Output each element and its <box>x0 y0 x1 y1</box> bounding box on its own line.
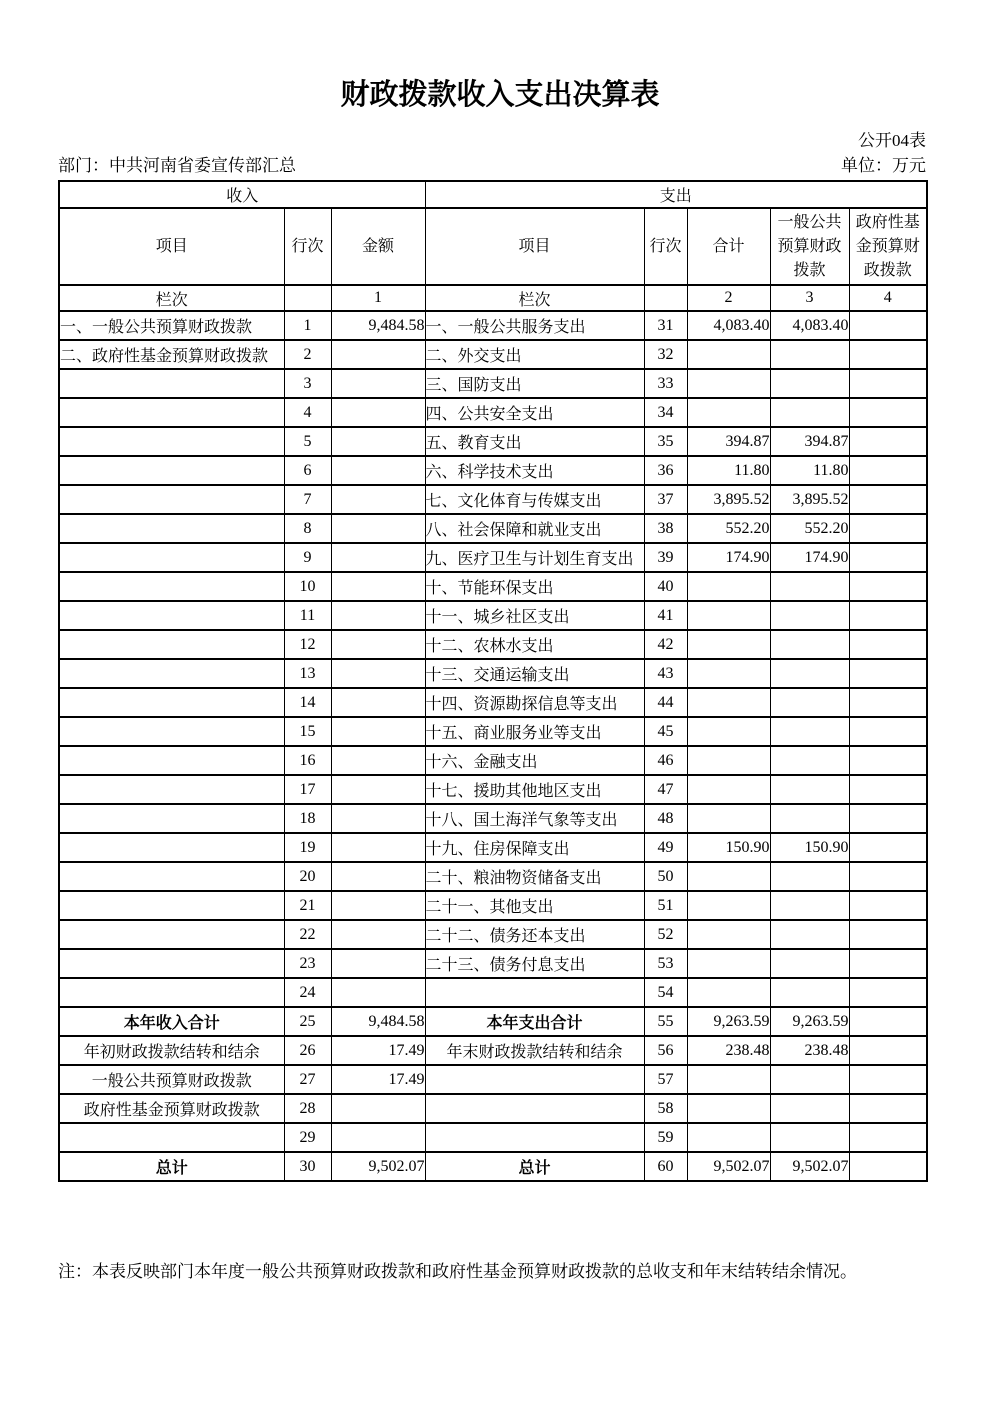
expense-line-cell: 53 <box>644 949 687 978</box>
table-row <box>59 369 927 398</box>
index-income-line <box>284 285 331 311</box>
index-expense-total: 2 <box>687 285 770 311</box>
expense-item-cell: 二十三、债务付息支出 <box>425 949 644 978</box>
table-row <box>59 572 927 601</box>
expense-item-cell <box>425 1094 644 1123</box>
income-item-cell <box>59 775 284 804</box>
expense-fund-cell <box>849 427 927 456</box>
expense-line-cell: 54 <box>644 978 687 1007</box>
expense-fund-cell <box>849 949 927 978</box>
col-header-expense-line: 行次 <box>644 208 687 285</box>
expense-item-cell: 十、节能环保支出 <box>425 572 644 601</box>
expense-total-cell <box>687 1094 770 1123</box>
expense-fund-cell <box>849 398 927 427</box>
table-row <box>59 1123 927 1152</box>
expense-total-cell <box>687 659 770 688</box>
expense-general-cell: 11.80 <box>770 456 849 485</box>
income-amount-cell <box>331 717 425 746</box>
income-item-cell <box>59 1123 284 1152</box>
income-line-cell: 1 <box>284 311 331 340</box>
table-row <box>59 340 927 369</box>
income-amount-cell <box>331 1123 425 1152</box>
col-header-income-item: 项目 <box>59 208 284 285</box>
expense-line-cell: 59 <box>644 1123 687 1152</box>
expense-item-cell: 十八、国土海洋气象等支出 <box>425 804 644 833</box>
expense-fund-cell <box>849 978 927 1007</box>
income-line-cell: 21 <box>284 891 331 920</box>
income-line-cell: 10 <box>284 572 331 601</box>
expense-total-cell <box>687 717 770 746</box>
index-expense-line <box>644 285 687 311</box>
table-row <box>59 601 927 630</box>
expense-fund-cell <box>849 862 927 891</box>
income-line-cell: 18 <box>284 804 331 833</box>
income-amount-cell <box>331 543 425 572</box>
expense-total-cell <box>687 949 770 978</box>
expense-general-cell: 238.48 <box>770 1036 849 1065</box>
col-header-expense-total: 合计 <box>687 208 770 285</box>
income-amount-cell: 17.49 <box>331 1036 425 1065</box>
income-line-cell: 29 <box>284 1123 331 1152</box>
table-row <box>59 949 927 978</box>
income-line-cell: 6 <box>284 456 331 485</box>
income-amount-cell <box>331 398 425 427</box>
income-line-cell: 12 <box>284 630 331 659</box>
income-amount-cell <box>331 369 425 398</box>
table-row <box>59 891 927 920</box>
income-amount-cell <box>331 485 425 514</box>
income-amount-cell <box>331 601 425 630</box>
income-item-cell <box>59 543 284 572</box>
expense-item-cell <box>425 978 644 1007</box>
expense-item-cell: 十四、资源勘探信息等支出 <box>425 688 644 717</box>
income-line-cell: 8 <box>284 514 331 543</box>
expense-total-cell <box>687 688 770 717</box>
expense-fund-cell <box>849 1007 927 1036</box>
expense-total-cell: 238.48 <box>687 1036 770 1065</box>
expense-general-cell: 552.20 <box>770 514 849 543</box>
income-amount-cell: 9,484.58 <box>331 1007 425 1036</box>
expense-line-cell: 48 <box>644 804 687 833</box>
table-row <box>59 659 927 688</box>
index-income-amount: 1 <box>331 285 425 311</box>
income-amount-cell: 17.49 <box>331 1065 425 1094</box>
income-line-cell: 26 <box>284 1036 331 1065</box>
expense-total-cell: 394.87 <box>687 427 770 456</box>
expense-general-cell: 394.87 <box>770 427 849 456</box>
table-row <box>59 775 927 804</box>
expense-total-cell: 4,083.40 <box>687 311 770 340</box>
expense-line-cell: 52 <box>644 920 687 949</box>
income-amount-cell <box>331 833 425 862</box>
table-row <box>59 1152 927 1181</box>
income-section-header: 收入 <box>59 181 425 208</box>
expense-total-cell <box>687 340 770 369</box>
expense-total-cell <box>687 1065 770 1094</box>
unit-label: 单位：万元 <box>841 156 926 175</box>
income-item-cell <box>59 978 284 1007</box>
expense-fund-cell <box>849 311 927 340</box>
expense-general-cell <box>770 891 849 920</box>
expense-item-cell: 总计 <box>425 1152 644 1181</box>
expense-general-cell: 150.90 <box>770 833 849 862</box>
col-header-income-amount: 金额 <box>331 208 425 285</box>
income-amount-cell <box>331 427 425 456</box>
index-expense-general: 3 <box>770 285 849 311</box>
expense-line-cell: 60 <box>644 1152 687 1181</box>
table-row <box>59 688 927 717</box>
expense-line-cell: 44 <box>644 688 687 717</box>
income-item-cell <box>59 601 284 630</box>
expense-general-cell <box>770 630 849 659</box>
income-line-cell: 2 <box>284 340 331 369</box>
page-title: 财政拨款收入支出决算表 <box>340 79 660 111</box>
income-line-cell: 24 <box>284 978 331 1007</box>
expense-fund-cell <box>849 688 927 717</box>
expense-item-cell <box>425 1065 644 1094</box>
expense-general-cell <box>770 659 849 688</box>
expense-general-cell <box>770 1094 849 1123</box>
income-amount-cell: 9,502.07 <box>331 1152 425 1181</box>
expense-line-cell: 57 <box>644 1065 687 1094</box>
income-item-cell: 一般公共预算财政拨款 <box>59 1065 284 1094</box>
expense-fund-cell <box>849 833 927 862</box>
expense-fund-cell <box>849 456 927 485</box>
expense-item-cell: 三、国防支出 <box>425 369 644 398</box>
expense-item-cell <box>425 1123 644 1152</box>
expense-line-cell: 55 <box>644 1007 687 1036</box>
income-item-cell <box>59 398 284 427</box>
expense-total-cell: 174.90 <box>687 543 770 572</box>
expense-line-cell: 49 <box>644 833 687 862</box>
expense-item-cell: 十六、金融支出 <box>425 746 644 775</box>
income-line-cell: 28 <box>284 1094 331 1123</box>
expense-fund-cell <box>849 601 927 630</box>
expense-general-cell <box>770 688 849 717</box>
expense-general-cell <box>770 775 849 804</box>
fiscal-statement-table <box>58 180 928 1182</box>
table-row <box>59 311 927 340</box>
expense-general-cell <box>770 1123 849 1152</box>
expense-total-cell <box>687 1123 770 1152</box>
income-item-cell <box>59 949 284 978</box>
table-row <box>59 717 927 746</box>
expense-line-cell: 41 <box>644 601 687 630</box>
income-line-cell: 27 <box>284 1065 331 1094</box>
expense-fund-cell <box>849 543 927 572</box>
expense-item-cell: 七、文化体育与传媒支出 <box>425 485 644 514</box>
table-row <box>59 1007 927 1036</box>
expense-fund-cell <box>849 1036 927 1065</box>
income-amount-cell <box>331 746 425 775</box>
income-item-cell <box>59 717 284 746</box>
expense-item-cell: 四、公共安全支出 <box>425 398 644 427</box>
income-item-cell: 本年收入合计 <box>59 1007 284 1036</box>
income-amount-cell: 9,484.58 <box>331 311 425 340</box>
expense-general-cell <box>770 920 849 949</box>
table-body <box>59 311 927 1181</box>
income-item-cell: 政府性基金预算财政拨款 <box>59 1094 284 1123</box>
expense-general-cell: 9,263.59 <box>770 1007 849 1036</box>
expense-general-cell <box>770 804 849 833</box>
expense-general-cell <box>770 398 849 427</box>
expense-fund-cell <box>849 659 927 688</box>
table-row <box>59 398 927 427</box>
income-item-cell <box>59 746 284 775</box>
table-row <box>59 862 927 891</box>
expense-total-cell: 150.90 <box>687 833 770 862</box>
expense-fund-cell <box>849 1094 927 1123</box>
expense-total-cell <box>687 746 770 775</box>
expense-total-cell: 11.80 <box>687 456 770 485</box>
table-row <box>59 514 927 543</box>
expense-fund-cell <box>849 630 927 659</box>
expense-total-cell <box>687 862 770 891</box>
col-header-expense-general: 一般公共预算财政拨款 <box>770 208 849 285</box>
expense-general-cell <box>770 862 849 891</box>
income-line-cell: 16 <box>284 746 331 775</box>
expense-fund-cell <box>849 1152 927 1181</box>
income-item-cell <box>59 427 284 456</box>
footnote: 注：本表反映部门本年度一般公共预算财政拨款和政府性基金预算财政拨款的总收支和年末结转结余情况。 <box>58 1262 857 1281</box>
expense-fund-cell <box>849 804 927 833</box>
income-amount-cell <box>331 775 425 804</box>
expense-line-cell: 37 <box>644 485 687 514</box>
income-amount-cell <box>331 1094 425 1123</box>
income-item-cell: 总计 <box>59 1152 284 1181</box>
expense-item-cell: 二十二、债务还本支出 <box>425 920 644 949</box>
expense-item-cell: 十五、商业服务业等支出 <box>425 717 644 746</box>
expense-general-cell <box>770 601 849 630</box>
income-item-cell <box>59 630 284 659</box>
expense-fund-cell <box>849 1065 927 1094</box>
expense-fund-cell <box>849 340 927 369</box>
expense-line-cell: 50 <box>644 862 687 891</box>
income-item-cell <box>59 572 284 601</box>
income-line-cell: 5 <box>284 427 331 456</box>
income-line-cell: 25 <box>284 1007 331 1036</box>
expense-fund-cell <box>849 572 927 601</box>
income-line-cell: 23 <box>284 949 331 978</box>
col-header-expense-fund: 政府性基金预算财政拨款 <box>849 208 927 285</box>
income-item-cell <box>59 688 284 717</box>
expense-line-cell: 40 <box>644 572 687 601</box>
income-line-cell: 17 <box>284 775 331 804</box>
income-item-cell: 一、一般公共预算财政拨款 <box>59 311 284 340</box>
table-row <box>59 804 927 833</box>
income-item-cell <box>59 485 284 514</box>
income-line-cell: 19 <box>284 833 331 862</box>
expense-fund-cell <box>849 1123 927 1152</box>
income-line-cell: 20 <box>284 862 331 891</box>
income-item-cell: 年初财政拨款结转和结余 <box>59 1036 284 1065</box>
expense-fund-cell <box>849 369 927 398</box>
income-item-cell <box>59 804 284 833</box>
income-item-cell <box>59 456 284 485</box>
col-header-income-line: 行次 <box>284 208 331 285</box>
expense-total-cell <box>687 775 770 804</box>
expense-total-cell: 3,895.52 <box>687 485 770 514</box>
income-item-cell <box>59 659 284 688</box>
expense-line-cell: 42 <box>644 630 687 659</box>
expense-item-cell: 二十一、其他支出 <box>425 891 644 920</box>
index-expense-fund: 4 <box>849 285 927 311</box>
income-amount-cell <box>331 949 425 978</box>
income-item-cell: 二、政府性基金预算财政拨款 <box>59 340 284 369</box>
table-row <box>59 1094 927 1123</box>
expense-general-cell: 9,502.07 <box>770 1152 849 1181</box>
expense-item-cell: 九、医疗卫生与计划生育支出 <box>425 543 644 572</box>
expense-general-cell <box>770 746 849 775</box>
expense-fund-cell <box>849 717 927 746</box>
expense-general-cell <box>770 369 849 398</box>
table-row <box>59 920 927 949</box>
table-row <box>59 630 927 659</box>
index-income-label: 栏次 <box>59 285 284 311</box>
expense-total-cell <box>687 369 770 398</box>
income-line-cell: 3 <box>284 369 331 398</box>
expense-fund-cell <box>849 746 927 775</box>
expense-total-cell <box>687 601 770 630</box>
income-amount-cell <box>331 804 425 833</box>
meta-row <box>58 156 926 176</box>
index-expense-label: 栏次 <box>425 285 644 311</box>
col-header-expense-item: 项目 <box>425 208 644 285</box>
expense-item-cell: 十七、援助其他地区支出 <box>425 775 644 804</box>
expense-total-cell <box>687 630 770 659</box>
expense-line-cell: 32 <box>644 340 687 369</box>
income-line-cell: 4 <box>284 398 331 427</box>
expense-line-cell: 39 <box>644 543 687 572</box>
expense-line-cell: 46 <box>644 746 687 775</box>
expense-line-cell: 35 <box>644 427 687 456</box>
expense-total-cell: 552.20 <box>687 514 770 543</box>
expense-section-header: 支出 <box>425 181 927 208</box>
department-label: 部门：中共河南省委宣传部汇总 <box>58 156 296 175</box>
income-amount-cell <box>331 456 425 485</box>
table-row <box>59 427 927 456</box>
expense-fund-cell <box>849 891 927 920</box>
expense-line-cell: 33 <box>644 369 687 398</box>
expense-line-cell: 38 <box>644 514 687 543</box>
table-row <box>59 543 927 572</box>
expense-general-cell: 4,083.40 <box>770 311 849 340</box>
expense-item-cell: 十一、城乡社区支出 <box>425 601 644 630</box>
expense-line-cell: 51 <box>644 891 687 920</box>
expense-item-cell: 五、教育支出 <box>425 427 644 456</box>
income-item-cell <box>59 920 284 949</box>
expense-total-cell <box>687 978 770 1007</box>
expense-item-cell: 本年支出合计 <box>425 1007 644 1036</box>
expense-fund-cell <box>849 514 927 543</box>
expense-item-cell: 年末财政拨款结转和结余 <box>425 1036 644 1065</box>
income-line-cell: 13 <box>284 659 331 688</box>
income-amount-cell <box>331 920 425 949</box>
expense-item-cell: 六、科学技术支出 <box>425 456 644 485</box>
expense-fund-cell <box>849 920 927 949</box>
table-row <box>59 456 927 485</box>
expense-general-cell <box>770 1065 849 1094</box>
section-header-row <box>59 181 927 208</box>
expense-total-cell <box>687 398 770 427</box>
form-code-label: 公开04表 <box>858 131 926 150</box>
expense-fund-cell <box>849 485 927 514</box>
expense-general-cell: 3,895.52 <box>770 485 849 514</box>
income-amount-cell <box>331 659 425 688</box>
income-amount-cell <box>331 688 425 717</box>
expense-line-cell: 47 <box>644 775 687 804</box>
column-index-row <box>59 285 927 311</box>
income-amount-cell <box>331 891 425 920</box>
income-line-cell: 11 <box>284 601 331 630</box>
expense-line-cell: 34 <box>644 398 687 427</box>
income-item-cell <box>59 514 284 543</box>
table-row <box>59 1036 927 1065</box>
expense-total-cell <box>687 920 770 949</box>
expense-general-cell: 174.90 <box>770 543 849 572</box>
income-line-cell: 7 <box>284 485 331 514</box>
expense-item-cell: 十二、农林水支出 <box>425 630 644 659</box>
income-line-cell: 15 <box>284 717 331 746</box>
expense-general-cell <box>770 572 849 601</box>
expense-line-cell: 36 <box>644 456 687 485</box>
expense-item-cell: 八、社会保障和就业支出 <box>425 514 644 543</box>
expense-total-cell <box>687 891 770 920</box>
expense-total-cell: 9,263.59 <box>687 1007 770 1036</box>
income-item-cell <box>59 369 284 398</box>
income-item-cell <box>59 862 284 891</box>
expense-total-cell <box>687 804 770 833</box>
expense-line-cell: 43 <box>644 659 687 688</box>
expense-line-cell: 31 <box>644 311 687 340</box>
table-row <box>59 833 927 862</box>
expense-general-cell <box>770 978 849 1007</box>
expense-line-cell: 45 <box>644 717 687 746</box>
income-amount-cell <box>331 572 425 601</box>
table-row <box>59 978 927 1007</box>
income-item-cell <box>59 833 284 862</box>
expense-fund-cell <box>849 775 927 804</box>
income-amount-cell <box>331 630 425 659</box>
expense-item-cell: 二、外交支出 <box>425 340 644 369</box>
income-line-cell: 9 <box>284 543 331 572</box>
expense-item-cell: 十九、住房保障支出 <box>425 833 644 862</box>
income-line-cell: 30 <box>284 1152 331 1181</box>
expense-total-cell: 9,502.07 <box>687 1152 770 1181</box>
expense-line-cell: 56 <box>644 1036 687 1065</box>
expense-general-cell <box>770 717 849 746</box>
table-row <box>59 746 927 775</box>
income-line-cell: 14 <box>284 688 331 717</box>
expense-general-cell <box>770 340 849 369</box>
expense-general-cell <box>770 949 849 978</box>
expense-item-cell: 十三、交通运输支出 <box>425 659 644 688</box>
column-header-row <box>59 208 927 285</box>
income-amount-cell <box>331 862 425 891</box>
table-row <box>59 485 927 514</box>
table-row <box>59 1065 927 1094</box>
income-item-cell <box>59 891 284 920</box>
income-amount-cell <box>331 978 425 1007</box>
income-amount-cell <box>331 514 425 543</box>
expense-item-cell: 一、一般公共服务支出 <box>425 311 644 340</box>
income-line-cell: 22 <box>284 920 331 949</box>
expense-line-cell: 58 <box>644 1094 687 1123</box>
expense-item-cell: 二十、粮油物资储备支出 <box>425 862 644 891</box>
income-amount-cell <box>331 340 425 369</box>
expense-total-cell <box>687 572 770 601</box>
